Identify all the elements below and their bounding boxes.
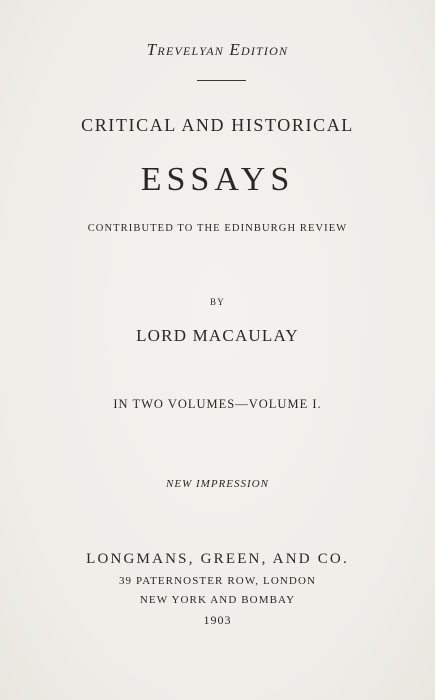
publication-year: 1903 <box>203 613 232 627</box>
publisher-name: LONGMANS, GREEN, AND CO. <box>86 551 349 567</box>
author-name: LORD MACAULAY <box>136 326 299 345</box>
impression-note: NEW IMPRESSION <box>166 478 269 490</box>
by-label: BY <box>210 297 225 307</box>
subtitle: CONTRIBUTED TO THE EDINBURGH REVIEW <box>87 223 348 234</box>
volume-info: IN TWO VOLUMES—VOLUME I. <box>113 397 322 411</box>
publisher-cities: NEW YORK AND BOMBAY <box>139 594 296 606</box>
title-line-2: ESSAYS <box>140 161 295 198</box>
publisher-address: 39 PATERNOSTER ROW, LONDON <box>118 575 317 587</box>
title-line-1: CRITICAL AND HISTORICAL <box>81 115 354 135</box>
decorative-rule <box>197 80 246 81</box>
edition-name: Trevelyan Edition <box>146 40 289 59</box>
